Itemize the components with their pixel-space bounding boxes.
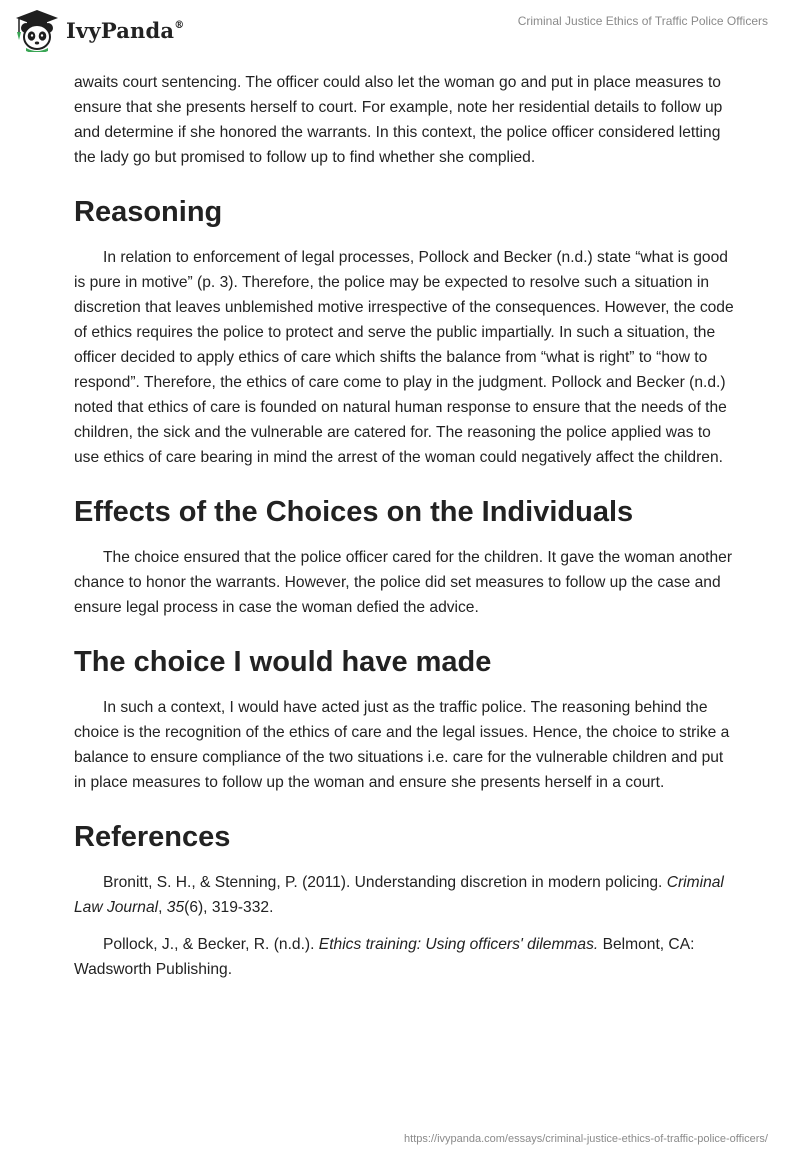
intro-paragraph: awaits court sentencing. The officer could also let the woman go and put in place measures to ensure that she presents herself to court. For example, note her residential details to follow up and determine if she honored the warrants. In this context, the police officer considered letting the lady go but promised to follow up to find whether she complied.: [74, 74, 723, 166]
panda-graduation-icon: [14, 8, 60, 52]
source-url[interactable]: https://ivypanda.com/essays/criminal-justice-ethics-of-traffic-police-officers/: [404, 1133, 768, 1145]
ivypanda-logo[interactable]: [14, 8, 184, 52]
heading-reasoning: Reasoning: [74, 196, 223, 228]
essay-body: [74, 70, 734, 994]
choice-paragraph: In such a context, I would have acted just as the traffic police. The reasoning behind the choice is the recognition of the ethics of care and the legal issues. Hence, the choice to strike a balance to ensure compliance of the two situations i.e. care for the vulnerable children and put in place measures to follow up the woman and ensure she presents herself in a court.: [74, 699, 730, 791]
document-title: Criminal Justice Ethics of Traffic Police Officers: [517, 14, 768, 28]
heading-effects: Effects of the Choices on the Individuals: [74, 496, 634, 528]
heading-references: References: [74, 821, 231, 853]
heading-choice: The choice I would have made: [74, 646, 492, 678]
reference-item: Bronitt, S. H., & Stenning, P. (2011). Understanding discretion in modern policing. Criminal Law Journal, 35(6), 319-332.: [74, 874, 724, 916]
page-header: [0, 0, 800, 62]
effects-paragraph: The choice ensured that the police officer cared for the children. It gave the woman another chance to honor the warrants. However, the police did set measures to follow up the case and ensure legal process in case the woman defied the advice.: [74, 549, 733, 616]
reference-item: Pollock, J., & Becker, R. (n.d.). Ethics training: Using officers' dilemmas. Belmont, CA: Wadsworth Publishing.: [74, 936, 695, 978]
reasoning-paragraph: In relation to enforcement of legal processes, Pollock and Becker (n.d.) state “what is good is pure in motive” (p. 3). Therefore, the police may be expected to resolve such a situation in discretion that leaves unblemished motive irrespective of the consequences. However, the code of ethics requires the police to protect and serve the public impartially. In such a situation, the officer decided to apply ethics of care which shifts the balance from “what is right” to “how to respond”. Therefore, the ethics of care come to play in the judgment. Pollock and Becker (n.d.) noted that ethics of care is founded on natural human response to ensure that the needs of the children, the sick and the vulnerable are catered for. The reasoning the police applied was to use ethics of care bearing in mind the arrest of the woman could negatively affect the children.: [74, 249, 734, 466]
logo-text: IvyPanda®: [66, 17, 185, 43]
